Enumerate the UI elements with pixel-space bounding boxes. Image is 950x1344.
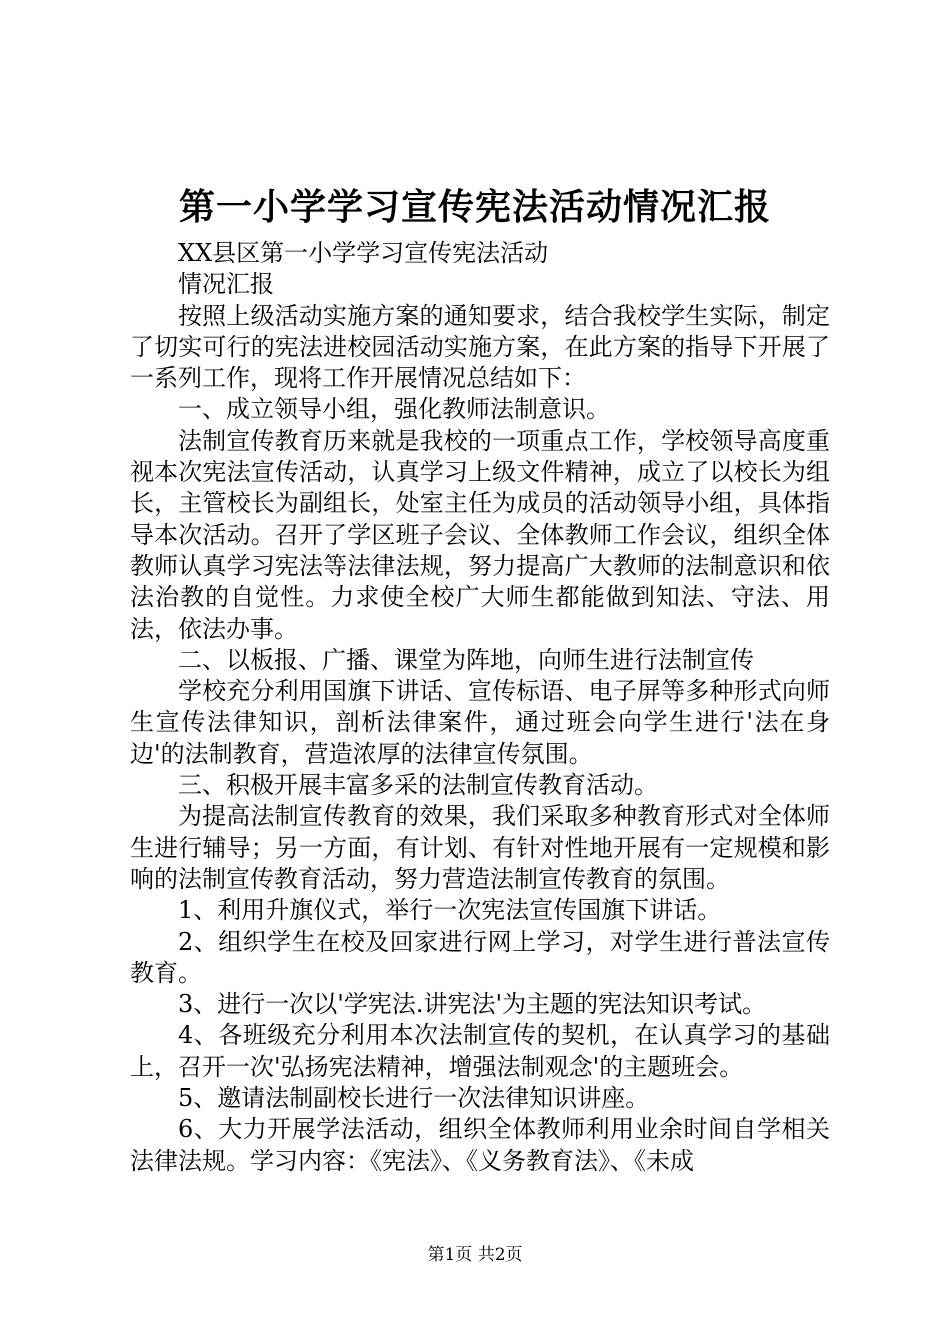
section-heading-3: 三、积极开展丰富多采的法制宣传教育活动。 xyxy=(178,771,658,800)
section-heading-1: 一、成立领导小组，强化教师法制意识。 xyxy=(178,395,610,424)
paragraph-section-2: 学校充分利用国旗下讲话、宣传标语、电子屏等多种形式向师生宣传法律知识，剖析法律案件，通过班会向学生进行'法在身边'的法制教育，营造浓厚的法律宣传氛围。 xyxy=(130,677,830,768)
paragraph-section-3: 为提高法制宣传教育的效果，我们采取多种教育形式对全体师生进行辅导；另一方面，有计划、有针对性地开展有一定规模和影响的法制宣传教育活动，努力营造法制宣传教育的氛围。 xyxy=(130,802,830,893)
paragraph-header-line-2: 情况汇报 xyxy=(178,270,274,299)
document-title: 第一小学学习宣传宪法活动情况汇报 xyxy=(178,187,771,228)
list-item-1: 1、利用升旗仪式，举行一次宪法宣传国旗下讲话。 xyxy=(178,896,722,925)
section-heading-2: 二、以板报、广播、课堂为阵地，向师生进行法制宣传 xyxy=(178,645,754,674)
page-indicator: 第1页 共2页 xyxy=(427,1245,523,1265)
list-item-3: 3、进行一次以'学宪法.讲宪法'为主题的宪法知识考试。 xyxy=(178,990,767,1019)
list-item-6: 6、大力开展学法活动，组织全体教师利用业余时间自学相关法律法规。学习内容：《宪法》、《义务教育法》、《未成 xyxy=(130,1115,830,1175)
list-item-4: 4、各班级充分利用本次法制宣传的契机，在认真学习的基础上，召开一次'弘扬宪法精神，增强法制观念'的主题班会。 xyxy=(130,1021,830,1081)
list-item-2: 2、组织学生在校及回家进行网上学习，对学生进行普法宣传教育。 xyxy=(130,927,830,987)
paragraph-section-1: 法制宣传教育历来就是我校的一项重点工作，学校领导高度重视本次宪法宣传活动，认真学习上级文件精神，成立了以校长为组长，主管校长为副组长，处室主任为成员的活动领导小组，具体指导本次活动。召开了学区班子会议、全体教师工作会议，组织全体教师认真学习宪法等法律法规，努力提高广大教师的法制意识和依法治教的自觉性。力求使全校广大师生都能做到知法、守法、用法，依法办事。 xyxy=(130,426,830,643)
paragraph-intro: 按照上级活动实施方案的通知要求，结合我校学生实际，制定了切实可行的宪法进校园活动实施方案，在此方案的指导下开展了一系列工作，现将工作开展情况总结如下： xyxy=(130,301,830,393)
paragraph-header-line-1: XX县区第一小学学习宣传宪法活动 xyxy=(178,239,549,267)
list-item-5: 5、邀请法制副校长进行一次法律知识讲座。 xyxy=(178,1084,650,1113)
document-body xyxy=(130,238,830,1177)
